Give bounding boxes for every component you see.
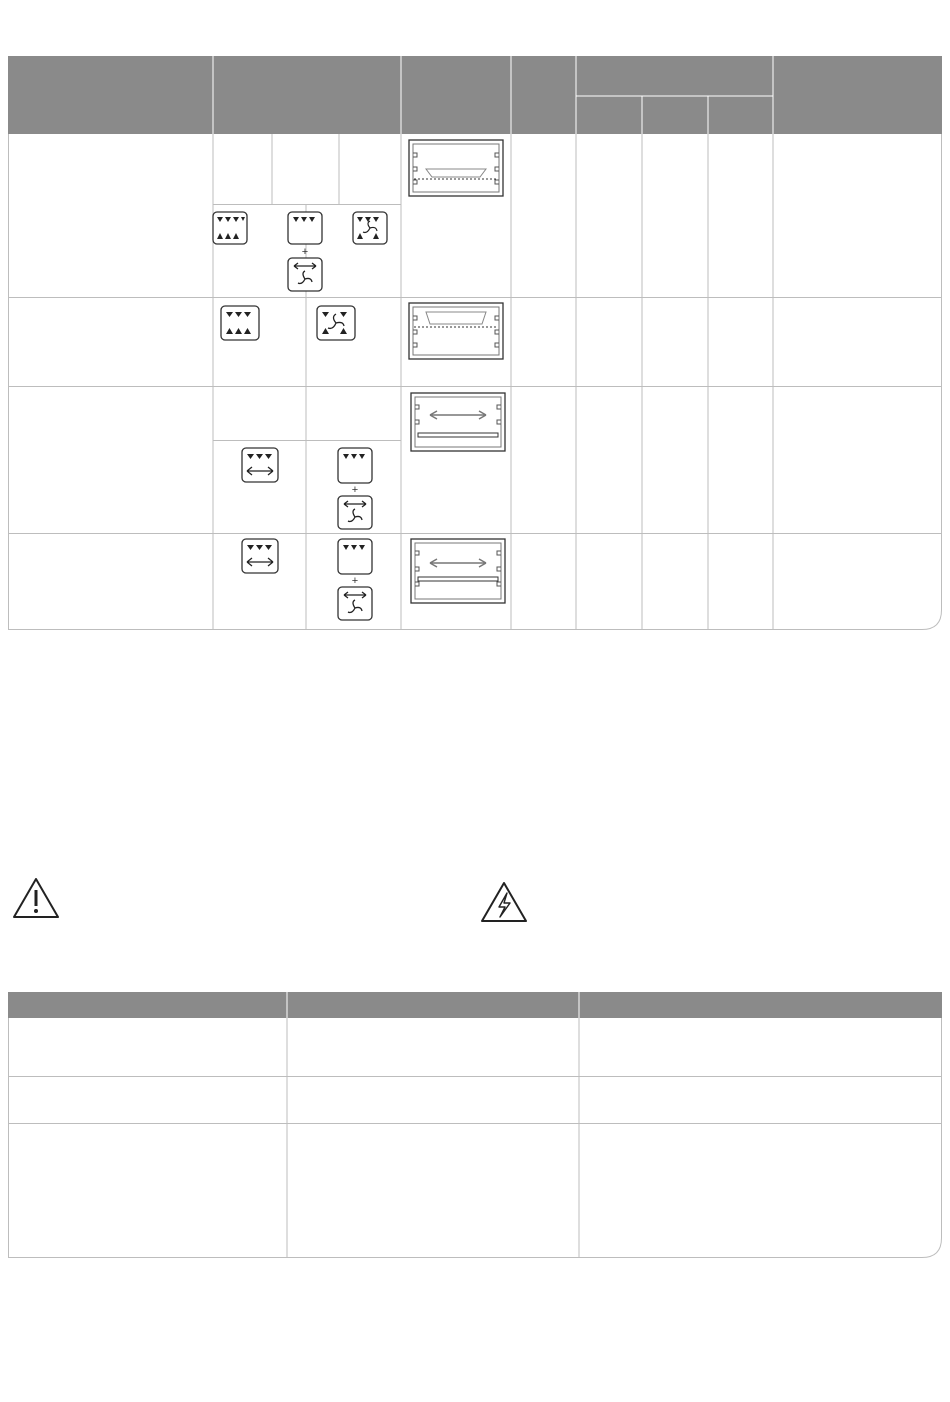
top-heat-circulation-icon (241, 447, 279, 483)
troubleshoot-table-header (8, 992, 942, 1018)
top-heat-circulation-icon (241, 538, 279, 574)
cooking-table-header (8, 56, 942, 134)
top-heat-plus-fan-circulation-icon (336, 447, 376, 531)
svg-text:+: + (301, 246, 309, 258)
fan-grill-icon (352, 211, 388, 245)
top-bottom-heat-icon (212, 211, 248, 245)
fan-grill-icon (316, 305, 356, 341)
warning-triangle-icon (12, 876, 60, 920)
svg-text:+: + (351, 575, 359, 587)
shelf-pan-low-icon (408, 139, 504, 197)
shelf-rack-arrow-icon (410, 392, 506, 452)
shelf-pan-high-icon (408, 302, 504, 360)
top-bottom-heat-plus-fan-icon (286, 211, 326, 293)
troubleshoot-table (8, 992, 942, 1258)
troubleshoot-table-grid (8, 992, 942, 1258)
electric-hazard-icon (480, 880, 528, 924)
top-heat-plus-fan-circulation-icon (336, 538, 376, 622)
shelf-rack-arrow-icon (410, 538, 506, 604)
svg-text:+: + (351, 484, 359, 496)
top-bottom-heat-icon (220, 305, 260, 341)
